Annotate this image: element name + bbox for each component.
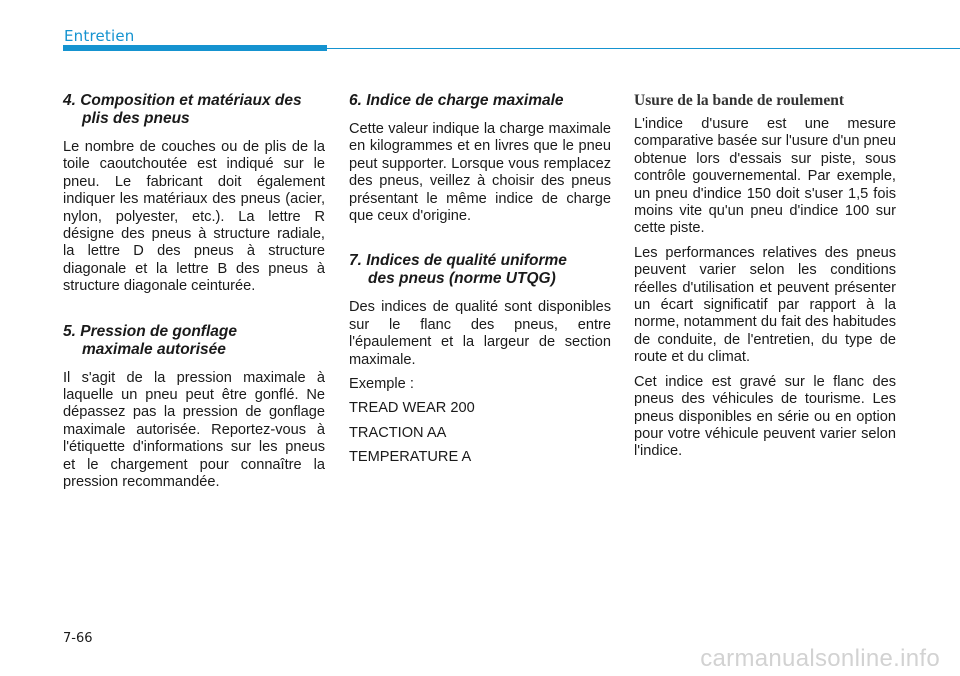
- heading-tire-composition: [63, 92, 325, 128]
- heading-utqg: [349, 252, 611, 288]
- example-treadwear: TREAD WEAR 200: [349, 400, 475, 417]
- watermark: carmanualsonline.info: [700, 645, 940, 672]
- heading-tread-wear: Usure de la bande de roulement: [634, 92, 844, 109]
- heading-line: 4. Composition et matériaux des: [63, 92, 302, 109]
- section-title: Entretien: [64, 27, 135, 45]
- paragraph-utqg: Des indices de qualité sont disponibles sur le flanc des pneus, entre l'épaulement et la largeur de section maximale.: [349, 299, 611, 368]
- heading-line: des pneus (norme UTQG): [368, 270, 556, 288]
- header-rule-thin: [327, 48, 960, 49]
- column-left: [63, 92, 325, 499]
- paragraph-tread-wear-definition: L'indice d'usure est une mesure comparative basée sur l'usure d'un pneu obtenue lors d'essais sur piste, sous contrôle gouvernemental. Par exemple, un pneu d'indice 150 doit s'user 1,5 fois moins vite qu'un pneu d'indice 100 sur cette piste.: [634, 116, 896, 237]
- paragraph-tread-wear-marking: Cet indice est gravé sur le flanc des pneus des véhicules de tourisme. Les pneus disponibles en série ou en option pour votre véhicule peuvent varier selon l'indice.: [634, 373, 896, 460]
- heading-line: plis des pneus: [82, 110, 190, 127]
- paragraph-load-index: Cette valeur indique la charge maximale en kilogrammes et en livres que le pneu peut supporter. Lorsque vous remplacez des pneus, veillez à choisir des pneus présentant le même indice de charge que ceux d'origine.: [349, 121, 611, 225]
- heading-load-index: [349, 92, 611, 110]
- heading-line: maximale autorisée: [82, 340, 226, 358]
- heading-max-pressure: [63, 323, 325, 359]
- heading-line: 7. Indices de qualité uniforme: [349, 252, 567, 270]
- heading-line: 6. Indice de charge maximale: [349, 92, 564, 109]
- example-traction: TRACTION AA: [349, 424, 447, 441]
- heading-line: 5. Pression de gonflage: [63, 322, 237, 340]
- header-rule-thick: [63, 45, 327, 51]
- paragraph-max-pressure: Il s'agit de la pression maximale à laquelle un pneu peut être gonflé. Ne dépassez pas la pression de gonflage maximale autorisée. Reportez-vous à l'étiquette d'informations sur les pneus et le chargement pour connaître la pression recommandée.: [63, 369, 325, 491]
- column-right: [634, 92, 896, 468]
- example-label: Exemple :: [349, 376, 414, 393]
- paragraph-tire-composition: Le nombre de couches ou de plis de la toile caoutchoutée est indiqué sur le pneu. Le fabricant doit également indiquer les matériaux des pneus (acier, nylon, polyester, etc.). La lettre R désigne des pneus à structure radiale, la lettre D des pneus à structure diagonale et la lettre B des pneus à structure diagonale ceinturée.: [63, 139, 325, 295]
- page-number: 7-66: [63, 631, 93, 646]
- paragraph-tread-wear-performance: Les performances relatives des pneus peuvent varier selon les conditions réelles d'utilisation et peuvent présenter un écart significatif par rapport à la norme, notamment du fait des habitudes de conduite, de l'entretien, du type de route et du climat.: [634, 244, 896, 366]
- column-middle: [349, 92, 611, 474]
- example-temperature: TEMPERATURE A: [349, 449, 472, 466]
